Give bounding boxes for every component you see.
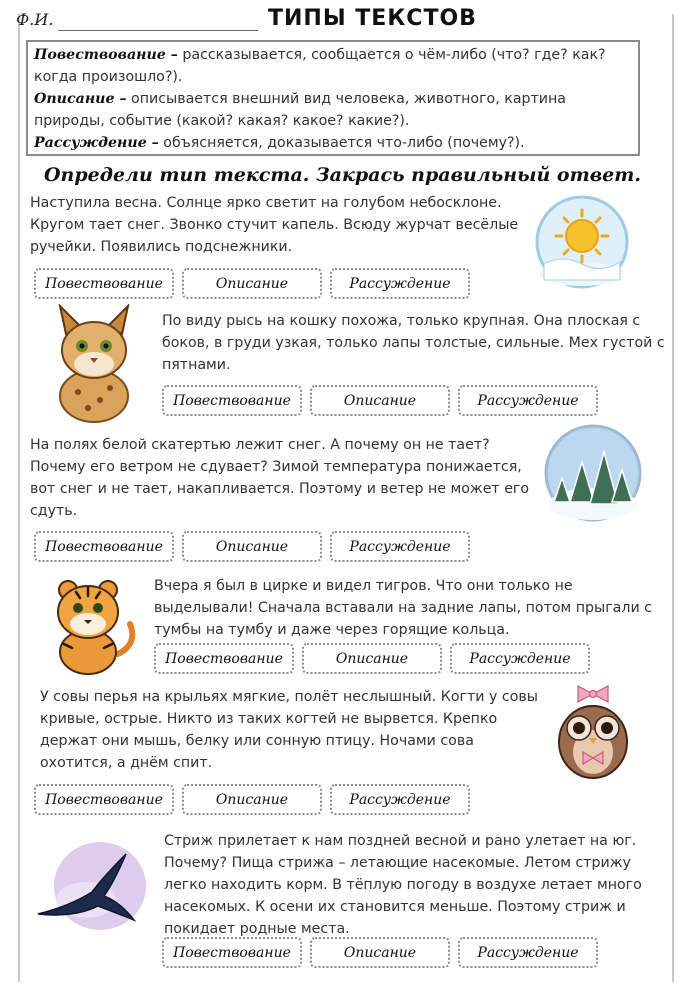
answer-narration[interactable]: Повествование bbox=[162, 937, 302, 968]
exercise-3-text: На полях белой скатертью лежит снег. А почему он не тает? Почему его ветром не сдувает? Зимой температура понижается, вот снег и не тает, накапливается. Поэтому и ветер не может его сдуть. bbox=[30, 437, 530, 519]
answer-narration[interactable]: Повествование bbox=[34, 784, 174, 815]
winter-forest-icon bbox=[540, 422, 646, 524]
answer-description[interactable]: Описание bbox=[310, 937, 450, 968]
answer-group-3 bbox=[34, 531, 470, 562]
answer-description[interactable]: Описание bbox=[302, 643, 442, 674]
answer-group-2 bbox=[162, 385, 598, 416]
answer-narration[interactable]: Повествование bbox=[34, 268, 174, 299]
exercise-2-text: По виду рысь на кошку похожа, только крупная. Она плоская с боков, в груди узкая, только лапы толстые, сильные. Мех густой с пятнами. bbox=[162, 313, 665, 373]
answer-reasoning[interactable]: Рассуждение bbox=[330, 268, 470, 299]
fio-label: Ф.И. bbox=[16, 10, 54, 29]
answer-description[interactable]: Описание bbox=[182, 268, 322, 299]
answer-reasoning[interactable]: Рассуждение bbox=[330, 531, 470, 562]
fio-input-line[interactable] bbox=[58, 30, 258, 31]
exercise-4-text: Вчера я был в цирке и видел тигров. Что они только не выделывали! Сначала вставали на задние лапы, потом прыгали с тумбы на тумбу и даже через горящие кольца. bbox=[154, 578, 652, 638]
answer-narration[interactable]: Повествование bbox=[154, 643, 294, 674]
definitions-box bbox=[26, 40, 640, 156]
tiger-icon bbox=[38, 574, 142, 678]
definition-narration: Повествование – рассказывается, сообщается о чём-либо (что? где? как? когда произошло?). bbox=[34, 47, 606, 85]
lynx-icon bbox=[38, 304, 150, 424]
answer-reasoning[interactable]: Рассуждение bbox=[458, 937, 598, 968]
answer-reasoning[interactable]: Рассуждение bbox=[450, 643, 590, 674]
spring-sun-icon bbox=[532, 194, 632, 290]
answer-reasoning[interactable]: Рассуждение bbox=[458, 385, 598, 416]
exercise-6-text: Стриж прилетает к нам поздней весной и рано улетает на юг. Почему? Пища стрижа – летающие насекомые. Летом стрижу легко находить корм. В тёплую погоду в воздухе летает много насекомых. К осени их становится меньше. Поэтому стриж и покидает родные места. bbox=[164, 833, 642, 937]
answer-reasoning[interactable]: Рассуждение bbox=[330, 784, 470, 815]
owl-icon bbox=[552, 684, 634, 782]
swift-bird-icon bbox=[30, 836, 152, 946]
definition-reasoning: Рассуждение – объясняется, доказывается что-либо (почему?). bbox=[34, 135, 525, 151]
task-instruction: Определи тип текста. Закрась правильный ответ. bbox=[44, 164, 641, 186]
answer-description[interactable]: Описание bbox=[182, 531, 322, 562]
answer-description[interactable]: Описание bbox=[182, 784, 322, 815]
exercise-5-text: У совы перья на крыльях мягкие, полёт неслышный. Когти у совы кривые, острые. Никто из таких когтей не вырвется. Крепко держат они мышь, белку или сонную птицу. Ночами сова охотится, а днём спит. bbox=[40, 689, 538, 771]
answer-group-6 bbox=[162, 937, 598, 968]
definition-description: Описание – описывается внешний вид человека, животного, картина природы, событие (какой? какая? какое? какие?). bbox=[34, 91, 566, 129]
answer-description[interactable]: Описание bbox=[310, 385, 450, 416]
exercise-1-text: Наступила весна. Солнце ярко светит на голубом небосклоне. Кругом тает снег. Звонко стучит капель. Всюду журчат весёлые ручейки. Появились подснежники. bbox=[30, 195, 519, 255]
page-title: ТИПЫ ТЕКСТОВ bbox=[268, 6, 477, 31]
answer-group-4 bbox=[154, 643, 590, 674]
answer-narration[interactable]: Повествование bbox=[162, 385, 302, 416]
answer-group-5 bbox=[34, 784, 470, 815]
answer-group-1 bbox=[34, 268, 470, 299]
answer-narration[interactable]: Повествование bbox=[34, 531, 174, 562]
